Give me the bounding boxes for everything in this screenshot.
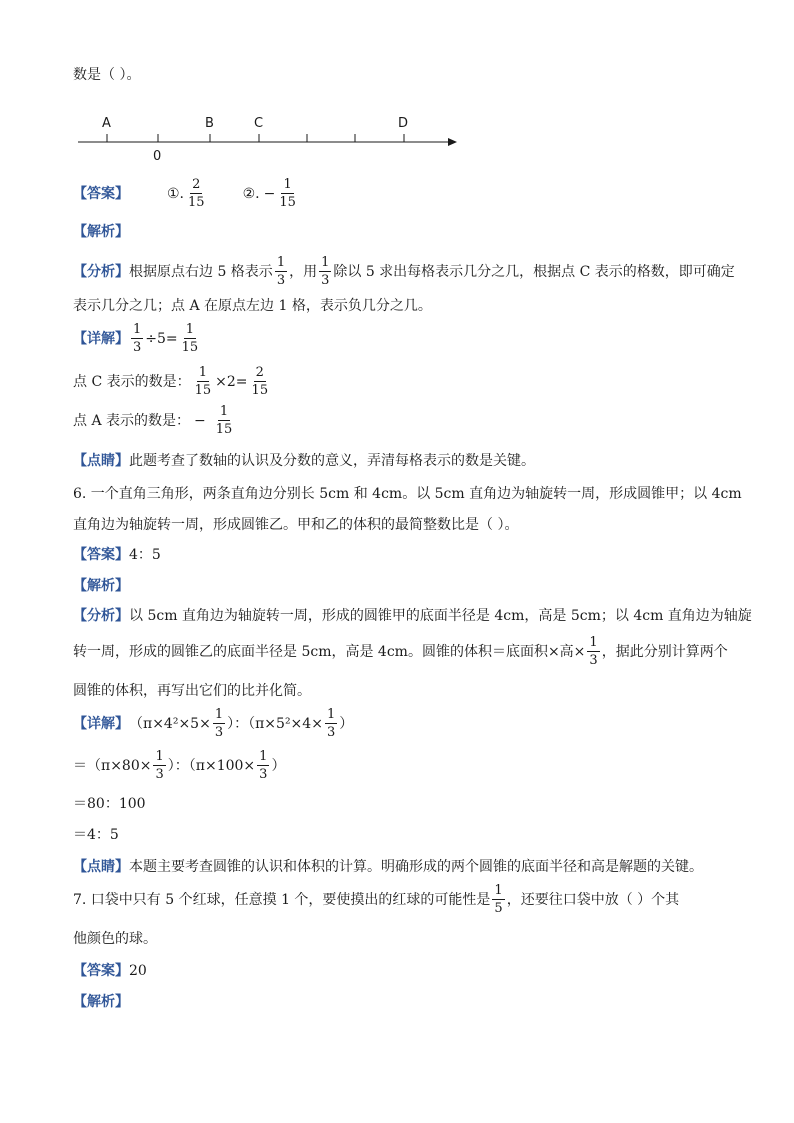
- q6-analysis-line1: [73, 609, 752, 623]
- q6-step4: [73, 828, 119, 842]
- point-a-label: 点 A 表示的数是：: [73, 412, 191, 429]
- analysis-text: 除以 5 求出每格表示几分之几，根据点 C 表示的格数，即可确定: [333, 263, 735, 280]
- numerator: 1: [321, 255, 330, 270]
- numerator: 1: [589, 635, 598, 650]
- q6-analysis-line3: [73, 684, 311, 698]
- formula-text: ）：（π×100×: [167, 757, 256, 774]
- q6-comment: [73, 860, 703, 874]
- denominator: 3: [321, 273, 330, 288]
- point-c-label: 点 C 表示的数是：: [73, 373, 191, 390]
- numerator: 1: [198, 365, 208, 380]
- answer-text: 20: [129, 963, 147, 979]
- numerator: 2: [255, 365, 264, 380]
- label-origin: 0: [153, 149, 162, 164]
- number-line-arrow: [448, 138, 457, 146]
- analysis-text: 表示几分之几；点 A 在原点左边 1 格，表示负几分之几。: [73, 298, 432, 314]
- formula-text: （π×4²×5×: [129, 715, 211, 732]
- q5-comment: [73, 454, 535, 468]
- numerator: 1: [214, 707, 224, 722]
- minus-sign: −: [194, 412, 206, 429]
- fraction: [492, 884, 504, 915]
- operator-text: ×2=: [215, 373, 248, 390]
- q7-question-line1: [73, 884, 679, 915]
- explain-tag: 【解析】: [73, 994, 129, 1010]
- q6-detail: [73, 708, 353, 739]
- q6-answer: [73, 548, 161, 562]
- denominator: 3: [133, 340, 142, 355]
- question-text: 他颜色的球。: [73, 931, 157, 947]
- formula-text: ）: [271, 757, 286, 774]
- numerator: 1: [185, 322, 195, 337]
- explain-tag: 【解析】: [73, 578, 129, 594]
- denominator: 5: [494, 901, 503, 916]
- q6-question-line2: [73, 518, 518, 532]
- q5-analysis-line2: [73, 299, 432, 313]
- denominator: 15: [215, 422, 233, 437]
- fraction: [153, 750, 165, 781]
- q5-detail: [73, 323, 202, 354]
- numerator: 1: [283, 177, 292, 192]
- comment-tag: 【点睛】: [73, 453, 129, 469]
- comment-tag: 【点睛】: [73, 859, 129, 875]
- denominator: 3: [276, 273, 286, 288]
- comment-text: 本题主要考查圆锥的认识和体积的计算。明确形成的两个圆锥的底面半径和高是解题的关键。: [129, 859, 703, 875]
- number-line-diagram: [0, 108, 794, 178]
- numerator: 1: [276, 255, 286, 270]
- answer-tag: 【答案】: [73, 963, 129, 979]
- answer-text: 4：5: [129, 547, 161, 563]
- q5-question-tail: [73, 68, 140, 82]
- formula-text: ＝（π×80×: [73, 757, 152, 774]
- fraction: [213, 708, 225, 739]
- explain-tag: 【解析】: [73, 224, 129, 240]
- question-text: 直角边为轴旋转一周，形成圆锥乙。甲和乙的体积的最简整数比是（ ）。: [73, 517, 519, 533]
- analysis-text: 圆锥的体积，再写出它们的比并化简。: [73, 683, 311, 699]
- numerator: 2: [192, 177, 201, 192]
- q7-question-line2: [73, 932, 157, 946]
- analysis-text: ，用: [289, 263, 318, 280]
- denominator: 15: [251, 383, 269, 398]
- fraction: [193, 366, 214, 397]
- q6-step3: [73, 797, 146, 811]
- answer-marker-1: ①.: [167, 185, 185, 202]
- label-D: D: [398, 116, 409, 131]
- operator-text: ÷5=: [145, 330, 178, 347]
- denominator: 3: [214, 725, 224, 740]
- numerator: 1: [155, 749, 164, 764]
- q5-point-c: [73, 366, 272, 397]
- denominator: 15: [188, 195, 205, 210]
- denominator: 3: [589, 653, 598, 668]
- analysis-text: 转一周，形成的圆锥乙的底面半径是 5cm，高是 4cm。圆锥的体积＝底面积×高×: [73, 643, 586, 660]
- fraction: [277, 178, 298, 209]
- denominator: 15: [279, 195, 296, 210]
- question-text: 7. 口袋中只有 5 个红球，任意摸 1 个，要使摸出的红球的可能性是: [73, 891, 491, 908]
- q5-explain-heading: [73, 225, 129, 239]
- analysis-text: ，据此分别计算两个: [601, 643, 728, 660]
- q6-step2: [73, 750, 285, 781]
- q6-analysis-line2: [73, 636, 728, 667]
- denominator: 3: [326, 725, 336, 740]
- fraction: [325, 708, 337, 739]
- analysis-text: 以 5cm 直角边为轴旋转一周，形成的圆锥甲的底面半径是 4cm，高是 5cm；以 4cm 直角边为轴旋: [129, 608, 752, 624]
- minus-sign: −: [263, 185, 276, 202]
- formula-text: ＝80：100: [73, 796, 146, 812]
- fraction: [587, 636, 599, 667]
- fraction: [180, 323, 201, 354]
- q6-question-line1: [73, 487, 742, 501]
- label-A: A: [102, 116, 111, 131]
- q6-explain-heading: [73, 579, 129, 593]
- q5-point-a: [73, 405, 236, 436]
- comment-text: 此题考查了数轴的认识及分数的意义，弄清每格表示的数是关键。: [129, 453, 535, 469]
- denominator: 15: [194, 383, 212, 398]
- numerator: 1: [494, 883, 503, 898]
- q5-answer: [73, 178, 300, 209]
- denominator: 3: [259, 767, 268, 782]
- fraction: [257, 750, 269, 781]
- fraction: [131, 323, 143, 354]
- fraction: [275, 256, 287, 287]
- label-C: C: [254, 116, 264, 131]
- label-B: B: [205, 116, 214, 131]
- denominator: 3: [155, 767, 164, 782]
- analysis-tag: 【分析】: [73, 608, 129, 624]
- numerator: 1: [259, 749, 268, 764]
- numerator: 1: [326, 707, 336, 722]
- q5-analysis-line1: [73, 256, 735, 287]
- numerator: 1: [219, 404, 229, 419]
- formula-text: ）：（π×5²×4×: [227, 715, 323, 732]
- detail-tag: 【详解】: [73, 715, 129, 732]
- q7-explain-heading: [73, 995, 129, 1009]
- analysis-text: 根据原点右边 5 格表示: [129, 263, 273, 280]
- formula-text: ）: [339, 715, 354, 732]
- q5-tail-text: 数是（ ）。: [73, 67, 141, 83]
- fraction: [186, 178, 207, 209]
- question-text: 6. 一个直角三角形，两条直角边分别长 5cm 和 4cm。以 5cm 直角边为轴旋转一周，形成圆锥甲；以 4cm: [73, 486, 742, 502]
- detail-tag: 【详解】: [73, 330, 129, 347]
- answer-tag: 【答案】: [73, 547, 129, 563]
- denominator: 15: [181, 340, 199, 355]
- fraction: [319, 256, 331, 287]
- q7-answer: [73, 964, 147, 978]
- fraction: [214, 405, 235, 436]
- analysis-tag: 【分析】: [73, 263, 129, 280]
- question-text: ，还要往口袋中放（ ）个其: [506, 891, 680, 908]
- numerator: 1: [133, 322, 142, 337]
- formula-text: ＝4：5: [73, 827, 119, 843]
- answer-tag: 【答案】: [73, 185, 129, 202]
- answer-marker-2: ②.: [242, 185, 260, 202]
- fraction: [250, 366, 271, 397]
